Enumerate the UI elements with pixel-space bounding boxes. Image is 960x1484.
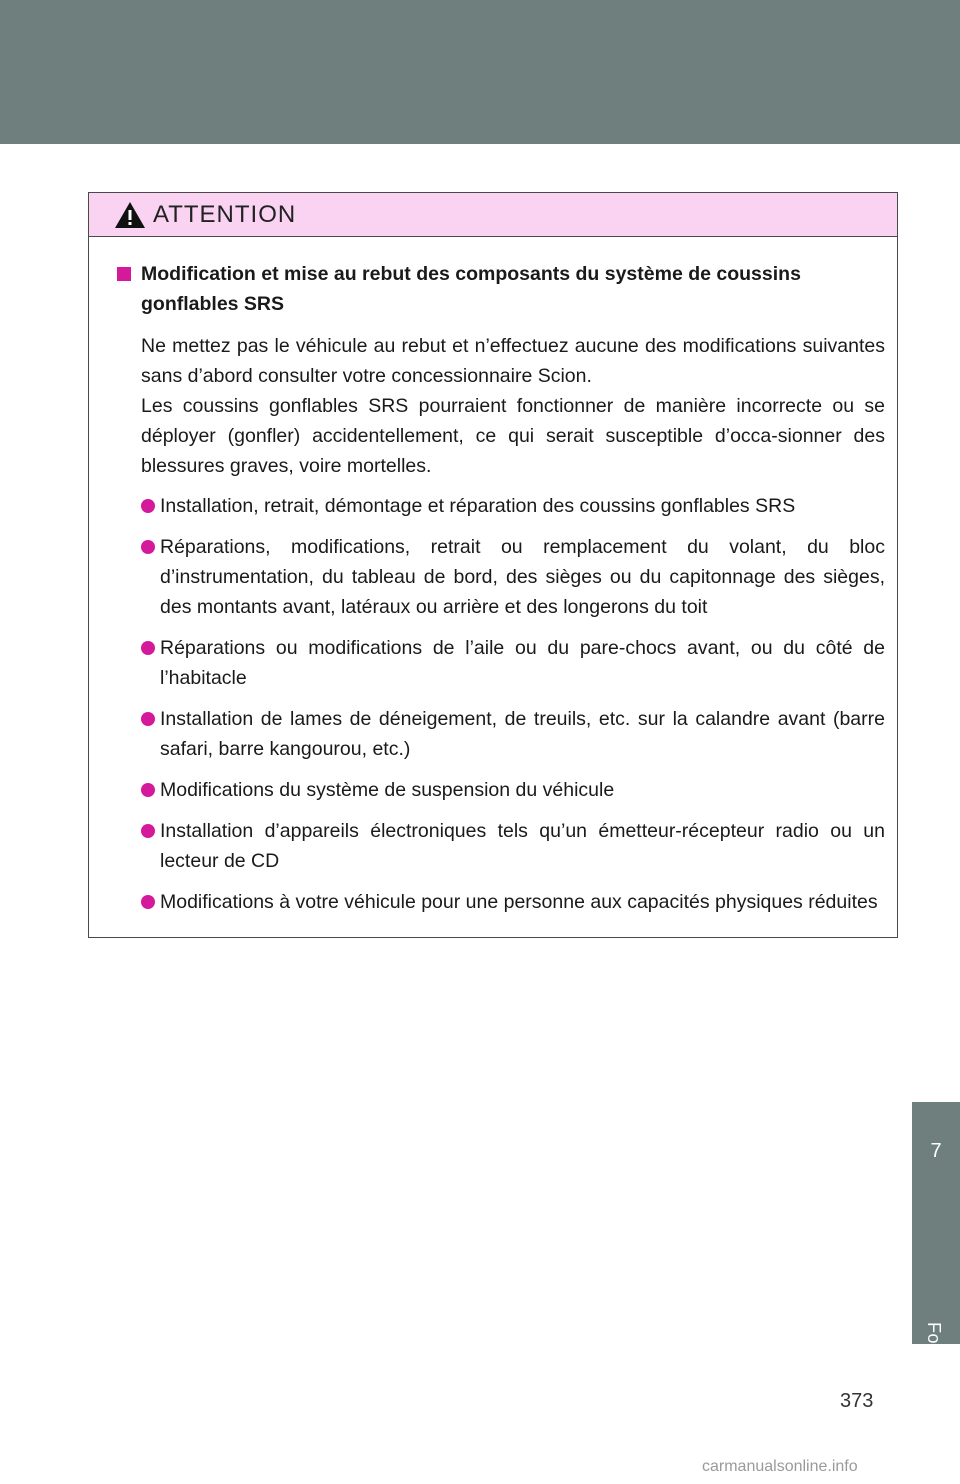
intro-sentence-1: Ne mettez pas le véhicule au rebut et n’effectuez aucune des modifications suivantes sans d’abord consulter votre concessionnaire Scion. bbox=[141, 335, 885, 387]
page-number: 373 bbox=[840, 1390, 874, 1412]
square-bullet-icon bbox=[117, 267, 131, 281]
attention-box bbox=[88, 192, 898, 938]
list-item bbox=[141, 491, 885, 521]
chapter-label: For owners bbox=[924, 1322, 944, 1418]
chapter-side-tab[interactable] bbox=[912, 1102, 960, 1418]
circle-bullet-icon bbox=[141, 540, 155, 554]
list-item bbox=[141, 775, 885, 805]
chapter-number: 7 bbox=[930, 1140, 942, 1162]
watermark: carmanualsonline.info bbox=[702, 1458, 858, 1475]
circle-bullet-icon bbox=[141, 783, 155, 797]
list-item-text: Installation de lames de déneigement, de treuils, etc. sur la calandre avant (barre safari, barre kangourou, etc.) bbox=[160, 708, 885, 760]
intro-paragraph bbox=[141, 331, 885, 481]
header-band bbox=[0, 0, 960, 144]
warning-triangle-icon bbox=[113, 200, 147, 230]
list-item bbox=[141, 816, 885, 876]
circle-bullet-icon bbox=[141, 895, 155, 909]
circle-bullet-icon bbox=[141, 824, 155, 838]
intro-sentence-2: Les coussins gonflables SRS pourraient fonctionner de manière incorrecte ou se déployer (gonfler) accidentellement, ce qui serait susceptible d’occa-sionner des blessures graves, voire mortelles. bbox=[141, 395, 885, 477]
list-item bbox=[141, 704, 885, 764]
list-item bbox=[141, 887, 885, 917]
list-item-text: Installation, retrait, démontage et réparation des coussins gonflables SRS bbox=[160, 495, 796, 517]
list-item-text: Modifications à votre véhicule pour une personne aux capacités physiques réduites bbox=[160, 891, 878, 913]
list-item bbox=[141, 633, 885, 693]
section-heading bbox=[117, 259, 885, 319]
circle-bullet-icon bbox=[141, 641, 155, 655]
list-item-text: Installation d’appareils électroniques tels qu’un émetteur-récepteur radio ou un lecteur de CD bbox=[160, 820, 885, 872]
list-item-text: Modifications du système de suspension du véhicule bbox=[160, 779, 615, 801]
attention-header bbox=[89, 193, 897, 237]
circle-bullet-icon bbox=[141, 712, 155, 726]
attention-title: ATTENTION bbox=[153, 200, 297, 228]
circle-bullet-icon bbox=[141, 499, 155, 513]
modification-list bbox=[117, 491, 885, 917]
section-title: Modification et mise au rebut des composants du système de coussins gonflables SRS bbox=[141, 263, 801, 315]
list-item-text: Réparations, modifications, retrait ou remplacement du volant, du bloc d’instrumentation, du tableau de bord, des sièges ou du capitonnage des sièges, des montants avant, latéraux ou arrière et des longerons du toit bbox=[160, 536, 885, 618]
list-item-text: Réparations ou modifications de l’aile ou du pare-chocs avant, ou du côté de l’habitacle bbox=[160, 637, 885, 689]
attention-body bbox=[89, 237, 897, 917]
list-item bbox=[141, 532, 885, 622]
